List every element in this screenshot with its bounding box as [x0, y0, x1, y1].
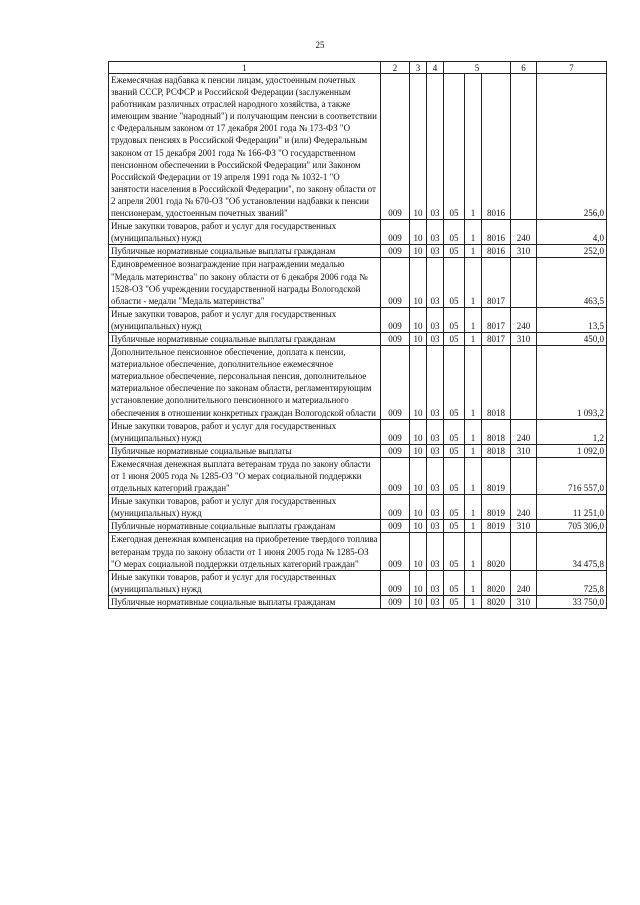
- target-code-part1-cell: 05: [444, 332, 465, 345]
- table-row: [109, 74, 607, 220]
- amount-cell: 1,2: [537, 419, 607, 444]
- amount-cell: 463,5: [537, 258, 607, 307]
- target-code-part2-cell: 1: [465, 245, 482, 258]
- header-cell-4: 4: [427, 62, 444, 74]
- amount-cell: 1 093,2: [537, 346, 607, 420]
- header-cell-6: 6: [511, 62, 537, 74]
- target-code-part2-cell: 1: [465, 220, 482, 245]
- target-code-part3-cell: 8016: [482, 74, 511, 220]
- ved-code-cell: 009: [381, 520, 410, 533]
- target-code-part3-cell: 8017: [482, 332, 511, 345]
- table-row: [109, 332, 607, 345]
- expense-type-cell: 240: [511, 495, 537, 520]
- ved-code-cell: 009: [381, 346, 410, 420]
- table-row: [109, 495, 607, 520]
- row-name-cell: Публичные нормативные социальные выплаты гражданам: [109, 595, 381, 608]
- target-code-part2-cell: 1: [465, 495, 482, 520]
- ved-code-cell: 009: [381, 74, 410, 220]
- expense-type-cell: [511, 533, 537, 570]
- target-code-part3-cell: 8018: [482, 419, 511, 444]
- target-code-part2-cell: 1: [465, 419, 482, 444]
- target-code-part1-cell: 05: [444, 220, 465, 245]
- target-code-part1-cell: 05: [444, 419, 465, 444]
- amount-cell: 33 750,0: [537, 595, 607, 608]
- table-row: [109, 533, 607, 570]
- ved-code-cell: 009: [381, 570, 410, 595]
- target-code-part2-cell: 1: [465, 332, 482, 345]
- header-cell-7: 7: [537, 62, 607, 74]
- header-cell-1: 1: [109, 62, 381, 74]
- section-code-cell: 10: [410, 444, 427, 457]
- section-code-cell: 10: [410, 220, 427, 245]
- subsection-code-cell: 03: [427, 444, 444, 457]
- table-row: [109, 307, 607, 332]
- section-code-cell: 10: [410, 346, 427, 420]
- target-code-part2-cell: 1: [465, 74, 482, 220]
- target-code-part3-cell: 8019: [482, 457, 511, 494]
- section-code-cell: 10: [410, 520, 427, 533]
- table-row: [109, 457, 607, 494]
- target-code-part1-cell: 05: [444, 307, 465, 332]
- target-code-part3-cell: 8017: [482, 307, 511, 332]
- target-code-part1-cell: 05: [444, 74, 465, 220]
- amount-cell: 1 092,0: [537, 444, 607, 457]
- target-code-part1-cell: 05: [444, 346, 465, 420]
- table-row: [109, 346, 607, 420]
- target-code-part3-cell: 8019: [482, 495, 511, 520]
- subsection-code-cell: 03: [427, 346, 444, 420]
- table-row: [109, 444, 607, 457]
- amount-cell: 4,0: [537, 220, 607, 245]
- subsection-code-cell: 03: [427, 533, 444, 570]
- section-code-cell: 10: [410, 495, 427, 520]
- amount-cell: 252,0: [537, 245, 607, 258]
- expense-type-cell: 310: [511, 245, 537, 258]
- row-name-cell: Публичные нормативные социальные выплаты: [109, 444, 381, 457]
- page-number: 25: [315, 40, 325, 50]
- row-name-cell: Иные закупки товаров, работ и услуг для государственных (муниципальных) нужд: [109, 307, 381, 332]
- ved-code-cell: 009: [381, 419, 410, 444]
- amount-cell: 450,0: [537, 332, 607, 345]
- ved-code-cell: 009: [381, 533, 410, 570]
- subsection-code-cell: 03: [427, 307, 444, 332]
- ved-code-cell: 009: [381, 595, 410, 608]
- table-row: [109, 595, 607, 608]
- subsection-code-cell: 03: [427, 570, 444, 595]
- target-code-part2-cell: 1: [465, 520, 482, 533]
- section-code-cell: 10: [410, 595, 427, 608]
- subsection-code-cell: 03: [427, 74, 444, 220]
- subsection-code-cell: 03: [427, 520, 444, 533]
- expense-type-cell: 310: [511, 444, 537, 457]
- amount-cell: 725,8: [537, 570, 607, 595]
- ved-code-cell: 009: [381, 495, 410, 520]
- table-row: [109, 570, 607, 595]
- amount-cell: 705 306,0: [537, 520, 607, 533]
- target-code-part1-cell: 05: [444, 595, 465, 608]
- budget-table: [108, 61, 607, 609]
- target-code-part1-cell: 05: [444, 444, 465, 457]
- subsection-code-cell: 03: [427, 258, 444, 307]
- subsection-code-cell: 03: [427, 495, 444, 520]
- target-code-part3-cell: 8020: [482, 533, 511, 570]
- table-row: [109, 258, 607, 307]
- subsection-code-cell: 03: [427, 332, 444, 345]
- table-row: [109, 419, 607, 444]
- expense-type-cell: 310: [511, 595, 537, 608]
- target-code-part2-cell: 1: [465, 346, 482, 420]
- row-name-cell: Иные закупки товаров, работ и услуг для государственных (муниципальных) нужд: [109, 495, 381, 520]
- target-code-part1-cell: 05: [444, 457, 465, 494]
- ved-code-cell: 009: [381, 444, 410, 457]
- amount-cell: 34 475,8: [537, 533, 607, 570]
- subsection-code-cell: 03: [427, 220, 444, 245]
- expense-type-cell: 310: [511, 332, 537, 345]
- expense-type-cell: 240: [511, 307, 537, 332]
- subsection-code-cell: 03: [427, 245, 444, 258]
- ved-code-cell: 009: [381, 457, 410, 494]
- row-name-cell: Иные закупки товаров, работ и услуг для государственных (муниципальных) нужд: [109, 570, 381, 595]
- row-name-cell: Публичные нормативные социальные выплаты гражданам: [109, 520, 381, 533]
- ved-code-cell: 009: [381, 245, 410, 258]
- section-code-cell: 10: [410, 245, 427, 258]
- target-code-part1-cell: 05: [444, 495, 465, 520]
- target-code-part3-cell: 8016: [482, 245, 511, 258]
- ved-code-cell: 009: [381, 258, 410, 307]
- amount-cell: 716 557,0: [537, 457, 607, 494]
- target-code-part1-cell: 05: [444, 245, 465, 258]
- target-code-part3-cell: 8018: [482, 444, 511, 457]
- row-name-cell: Публичные нормативные социальные выплаты гражданам: [109, 245, 381, 258]
- table-row: [109, 245, 607, 258]
- amount-cell: 11 251,0: [537, 495, 607, 520]
- target-code-part2-cell: 1: [465, 307, 482, 332]
- target-code-part2-cell: 1: [465, 258, 482, 307]
- expense-type-cell: [511, 74, 537, 220]
- amount-cell: 256,0: [537, 74, 607, 220]
- expense-type-cell: [511, 346, 537, 420]
- amount-cell: 13,5: [537, 307, 607, 332]
- expense-type-cell: [511, 258, 537, 307]
- subsection-code-cell: 03: [427, 457, 444, 494]
- expense-type-cell: 240: [511, 220, 537, 245]
- target-code-part2-cell: 1: [465, 444, 482, 457]
- row-name-cell: Иные закупки товаров, работ и услуг для государственных (муниципальных) нужд: [109, 220, 381, 245]
- row-name-cell: Иные закупки товаров, работ и услуг для государственных (муниципальных) нужд: [109, 419, 381, 444]
- section-code-cell: 10: [410, 332, 427, 345]
- table-row: [109, 520, 607, 533]
- section-code-cell: 10: [410, 533, 427, 570]
- table-row: [109, 220, 607, 245]
- row-name-cell: Единовременное вознаграждение при награждении медалью "Медаль материнства" по закону области от 6 декабря 2006 года № 1528-ОЗ "Об учреждении государственной награды Вологодской области - медали "Медаль материнства": [109, 258, 381, 307]
- target-code-part2-cell: 1: [465, 457, 482, 494]
- ved-code-cell: 009: [381, 332, 410, 345]
- target-code-part1-cell: 05: [444, 520, 465, 533]
- target-code-part3-cell: 8016: [482, 220, 511, 245]
- target-code-part3-cell: 8018: [482, 346, 511, 420]
- section-code-cell: 10: [410, 307, 427, 332]
- section-code-cell: 10: [410, 74, 427, 220]
- row-name-cell: Ежемесячная денежная выплата ветеранам труда по закону области от 1 июня 2005 года № 1285-ОЗ "О мерах социальной поддержки отдельных категорий граждан": [109, 457, 381, 494]
- expense-type-cell: 240: [511, 570, 537, 595]
- subsection-code-cell: 03: [427, 595, 444, 608]
- table-header-row: [109, 62, 607, 74]
- expense-type-cell: [511, 457, 537, 494]
- section-code-cell: 10: [410, 258, 427, 307]
- header-cell-3: 3: [410, 62, 427, 74]
- ved-code-cell: 009: [381, 220, 410, 245]
- target-code-part1-cell: 05: [444, 258, 465, 307]
- header-cell-2: 2: [381, 62, 410, 74]
- section-code-cell: 10: [410, 457, 427, 494]
- target-code-part1-cell: 05: [444, 570, 465, 595]
- target-code-part2-cell: 1: [465, 570, 482, 595]
- row-name-cell: Дополнительное пенсионное обеспечение, доплата к пенсии, материальное обеспечение, дополнительное ежемесячное материальное обеспечение, персональная пенсия, дополнительное материальное обеспечение по законам области, регламентирующим установление дополнительного пенсионного и материального обеспечения в отношении конкретных граждан Вологодской области: [109, 346, 381, 420]
- row-name-cell: Ежегодная денежная компенсация на приобретение твердого топлива ветеранам труда по закону области от 1 июня 2005 года № 1285-ОЗ "О мерах социальной поддержки отдельных категорий граждан": [109, 533, 381, 570]
- ved-code-cell: 009: [381, 307, 410, 332]
- section-code-cell: 10: [410, 419, 427, 444]
- header-cell-5: 5: [444, 62, 511, 74]
- expense-type-cell: 240: [511, 419, 537, 444]
- subsection-code-cell: 03: [427, 419, 444, 444]
- section-code-cell: 10: [410, 570, 427, 595]
- target-code-part3-cell: 8020: [482, 570, 511, 595]
- target-code-part3-cell: 8020: [482, 595, 511, 608]
- target-code-part3-cell: 8019: [482, 520, 511, 533]
- target-code-part2-cell: 1: [465, 595, 482, 608]
- row-name-cell: Публичные нормативные социальные выплаты гражданам: [109, 332, 381, 345]
- expense-type-cell: 310: [511, 520, 537, 533]
- target-code-part2-cell: 1: [465, 533, 482, 570]
- row-name-cell: Ежемесячная надбавка к пенсии лицам, удостоенным почетных званий СССР, РСФСР и Российской Федерации (заслуженным работникам различных отраслей народного хозяйства, а также имеющим звание "народный") и получающим пенсии в соответствии с Федеральным законом от 17 декабря 2001 года № 173-ФЗ "О трудовых пенсиях в Российской Федерации" и (или) Федеральным законом от 15 декабря 2001 года № 166-ФЗ "О государственном пенсионном обеспечении в Российской Федерации" или Законом Российской Федерации от 19 апреля 1991 года № 1032-1 "О занятости населения в Российской Федерации", по закону области от 2 апреля 2001 года № 670-ОЗ "Об установлении надбавки к пенсии пенсионерам, удостоенным почетных званий": [109, 74, 381, 220]
- target-code-part3-cell: 8017: [482, 258, 511, 307]
- table-body: [109, 74, 607, 609]
- target-code-part1-cell: 05: [444, 533, 465, 570]
